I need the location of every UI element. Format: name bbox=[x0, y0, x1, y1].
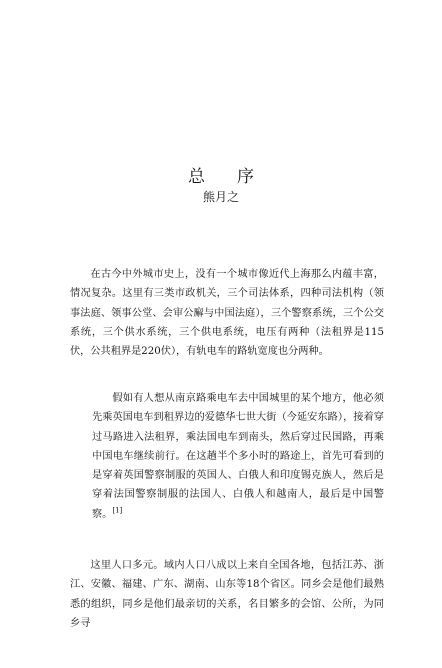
title-part-2: 序 bbox=[237, 167, 254, 187]
paragraph-3 bbox=[70, 556, 384, 633]
paragraph-2-block-quote bbox=[92, 389, 384, 524]
footnote-reference[interactable]: [1] bbox=[112, 506, 123, 515]
paragraph-3-text: 这里人口多元。域内人口八成以上来自全国各地，包括江苏、浙江、安徽、福建、广东、湖南、山东等18个省区。同乡会是他们最熟悉的组织，同乡是他们最亲切的关系，名目繁多的会馆、公所，为同乡寻 bbox=[70, 560, 384, 629]
author-name: 熊月之 bbox=[202, 190, 239, 204]
paragraph-2-text: 假如有人想从南京路乘电车去中国城里的某个地方，他必须先乘英国电车到租界边的爱德华七世大街（今延安东路），接着穿过马路进入法租界，乘法国电车到南头，然后穿过民国路，再乘中国电车继续前行。在这趟半个多小时的路途上，首先可看到的是穿着英国警察制服的英国人、白俄人和印度锡克族人，然后是穿着法国警察制服的法国人、白俄人和越南人，最后是中国警察。 bbox=[92, 393, 384, 520]
title-part-1: 总 bbox=[188, 167, 205, 187]
page-title bbox=[0, 162, 442, 187]
paragraph-1 bbox=[70, 265, 384, 361]
paragraph-1-text: 在古今中外城市史上，没有一个城市像近代上海那么内蕴丰富，情况复杂。这里有三类市政机关，三个司法体系，四种司法机构（领事法庭、领事公堂、会审公廨与中国法庭），三个警察系统，三个公交系统，三个供水系统，三个供电系统，电压有两种（法租界是115伏，公共租界是220伏），有轨电车的路轨宽度也分两种。 bbox=[70, 269, 384, 358]
